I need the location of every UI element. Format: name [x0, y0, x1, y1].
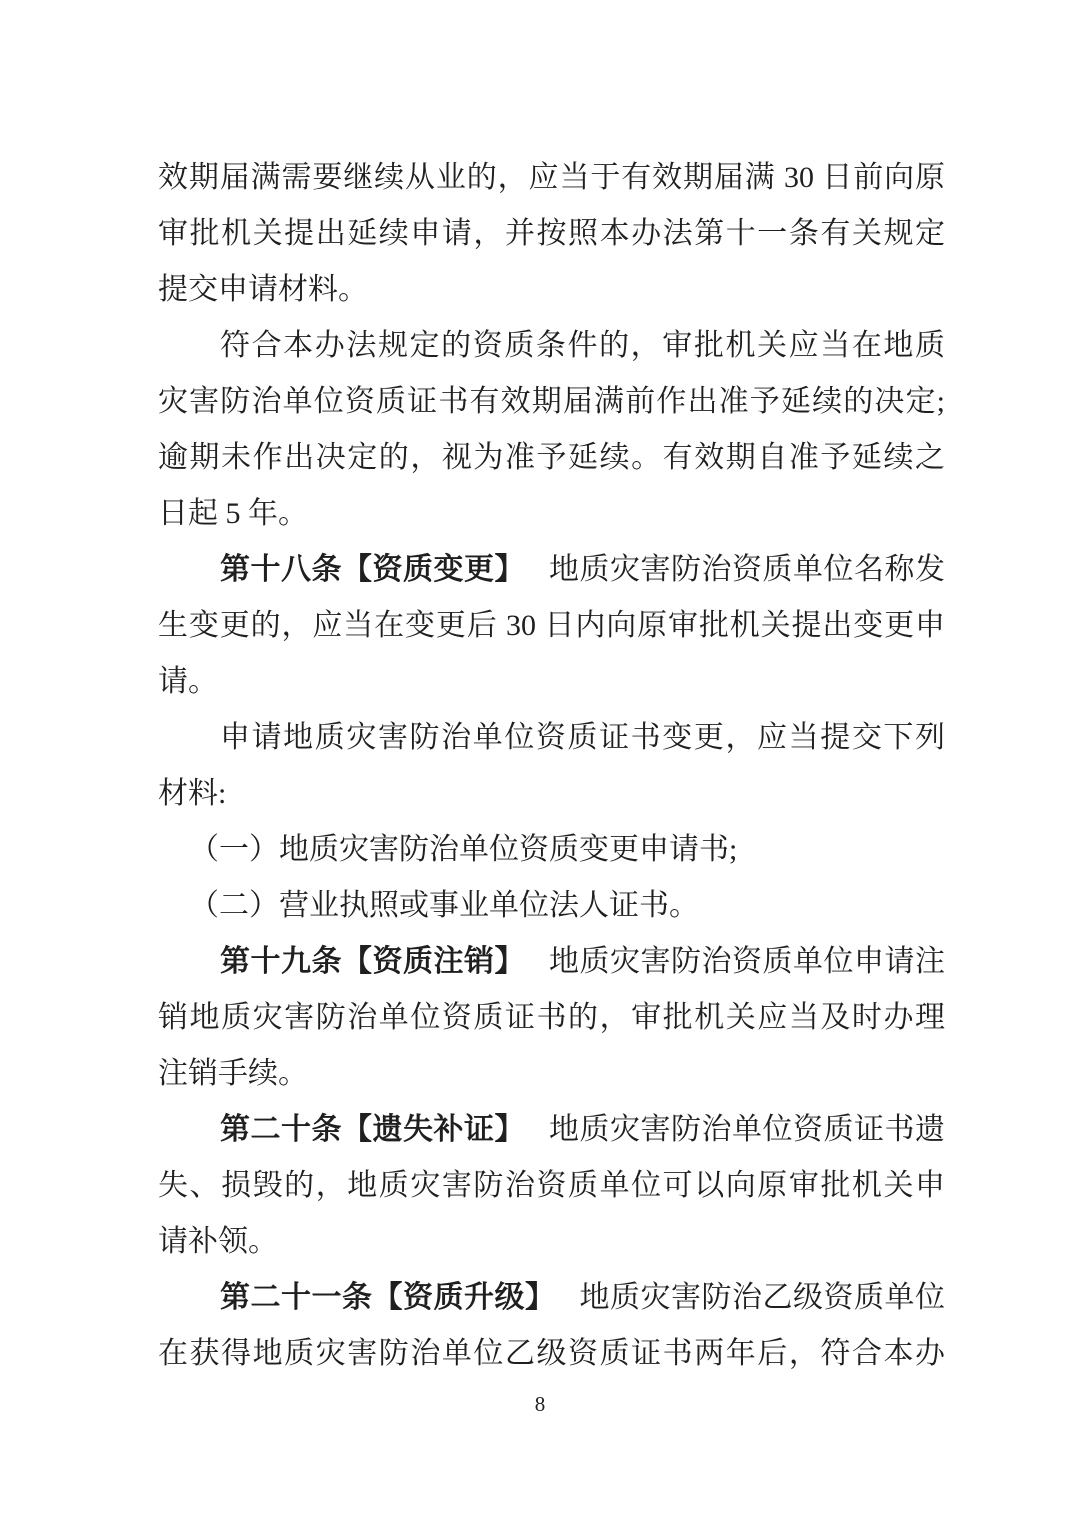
- body-text: 地质灾害防治单位资质证书遗: [549, 1113, 945, 1146]
- text-line: [158, 990, 945, 1046]
- text-line: [158, 710, 945, 766]
- body-text: （一）地质灾害防治单位资质变更申请书;: [189, 833, 738, 866]
- article-title: 第二十条【遗失补证】: [220, 1113, 525, 1146]
- text-line: [158, 1214, 945, 1270]
- body-text: 灾害防治单位资质证书有效期届满前作出准予延续的决定;: [158, 385, 945, 418]
- body-text: 失、损毁的，地质灾害防治资质单位可以向原审批机关申: [158, 1169, 945, 1202]
- body-text: （二）营业执照或事业单位法人证书。: [189, 889, 699, 922]
- text-line: [158, 822, 945, 878]
- article-title: 第二十一条【资质升级】: [220, 1281, 556, 1314]
- body-text: 审批机关提出延续申请，并按照本办法第十一条有关规定: [158, 217, 945, 250]
- body-text: 申请地质灾害防治单位资质证书变更，应当提交下列: [220, 721, 945, 754]
- body-text: 逾期未作出决定的，视为准予延续。有效期自准予延续之: [158, 441, 945, 474]
- text-line: [158, 1270, 945, 1326]
- text-line: [158, 430, 945, 486]
- body-text: 销地质灾害防治单位资质证书的，审批机关应当及时办理: [158, 1001, 945, 1034]
- text-line: [158, 598, 945, 654]
- text-line: [158, 206, 945, 262]
- article-title: 第十九条【资质注销】: [220, 945, 525, 978]
- text-line: [158, 374, 945, 430]
- body-text: 请补领。: [158, 1225, 278, 1258]
- body-text: 材料:: [158, 777, 227, 810]
- body-text: 请。: [158, 665, 218, 698]
- body-text: 效期届满需要继续从业的，应当于有效期届满 30 日前向原: [158, 161, 945, 194]
- body-text: 提交申请材料。: [158, 273, 368, 306]
- text-line: [158, 1102, 945, 1158]
- text-line: [158, 654, 945, 710]
- text-line: [158, 1326, 945, 1382]
- text-line: [158, 262, 945, 318]
- body-text: 注销手续。: [158, 1057, 308, 1090]
- body-text: 生变更的，应当在变更后 30 日内向原审批机关提出变更申: [158, 609, 945, 642]
- document-body: [158, 150, 945, 1382]
- body-text: 地质灾害防治资质单位名称发: [549, 553, 945, 586]
- text-line: [158, 934, 945, 990]
- body-text: 在获得地质灾害防治单位乙级资质证书两年后，符合本办: [158, 1337, 945, 1370]
- text-line: [158, 1046, 945, 1102]
- body-text: 日起 5 年。: [158, 497, 308, 530]
- page-number: 8: [534, 1392, 546, 1416]
- text-line: [158, 318, 945, 374]
- text-line: [158, 150, 945, 206]
- body-text: 地质灾害防治乙级资质单位: [579, 1281, 945, 1314]
- text-line: [158, 766, 945, 822]
- body-text: 地质灾害防治资质单位申请注: [549, 945, 945, 978]
- body-text: 符合本办法规定的资质条件的，审批机关应当在地质: [220, 329, 945, 362]
- text-line: [158, 542, 945, 598]
- article-title: 第十八条【资质变更】: [220, 553, 525, 586]
- text-line: [158, 486, 945, 542]
- text-line: [158, 878, 945, 934]
- text-line: [158, 1158, 945, 1214]
